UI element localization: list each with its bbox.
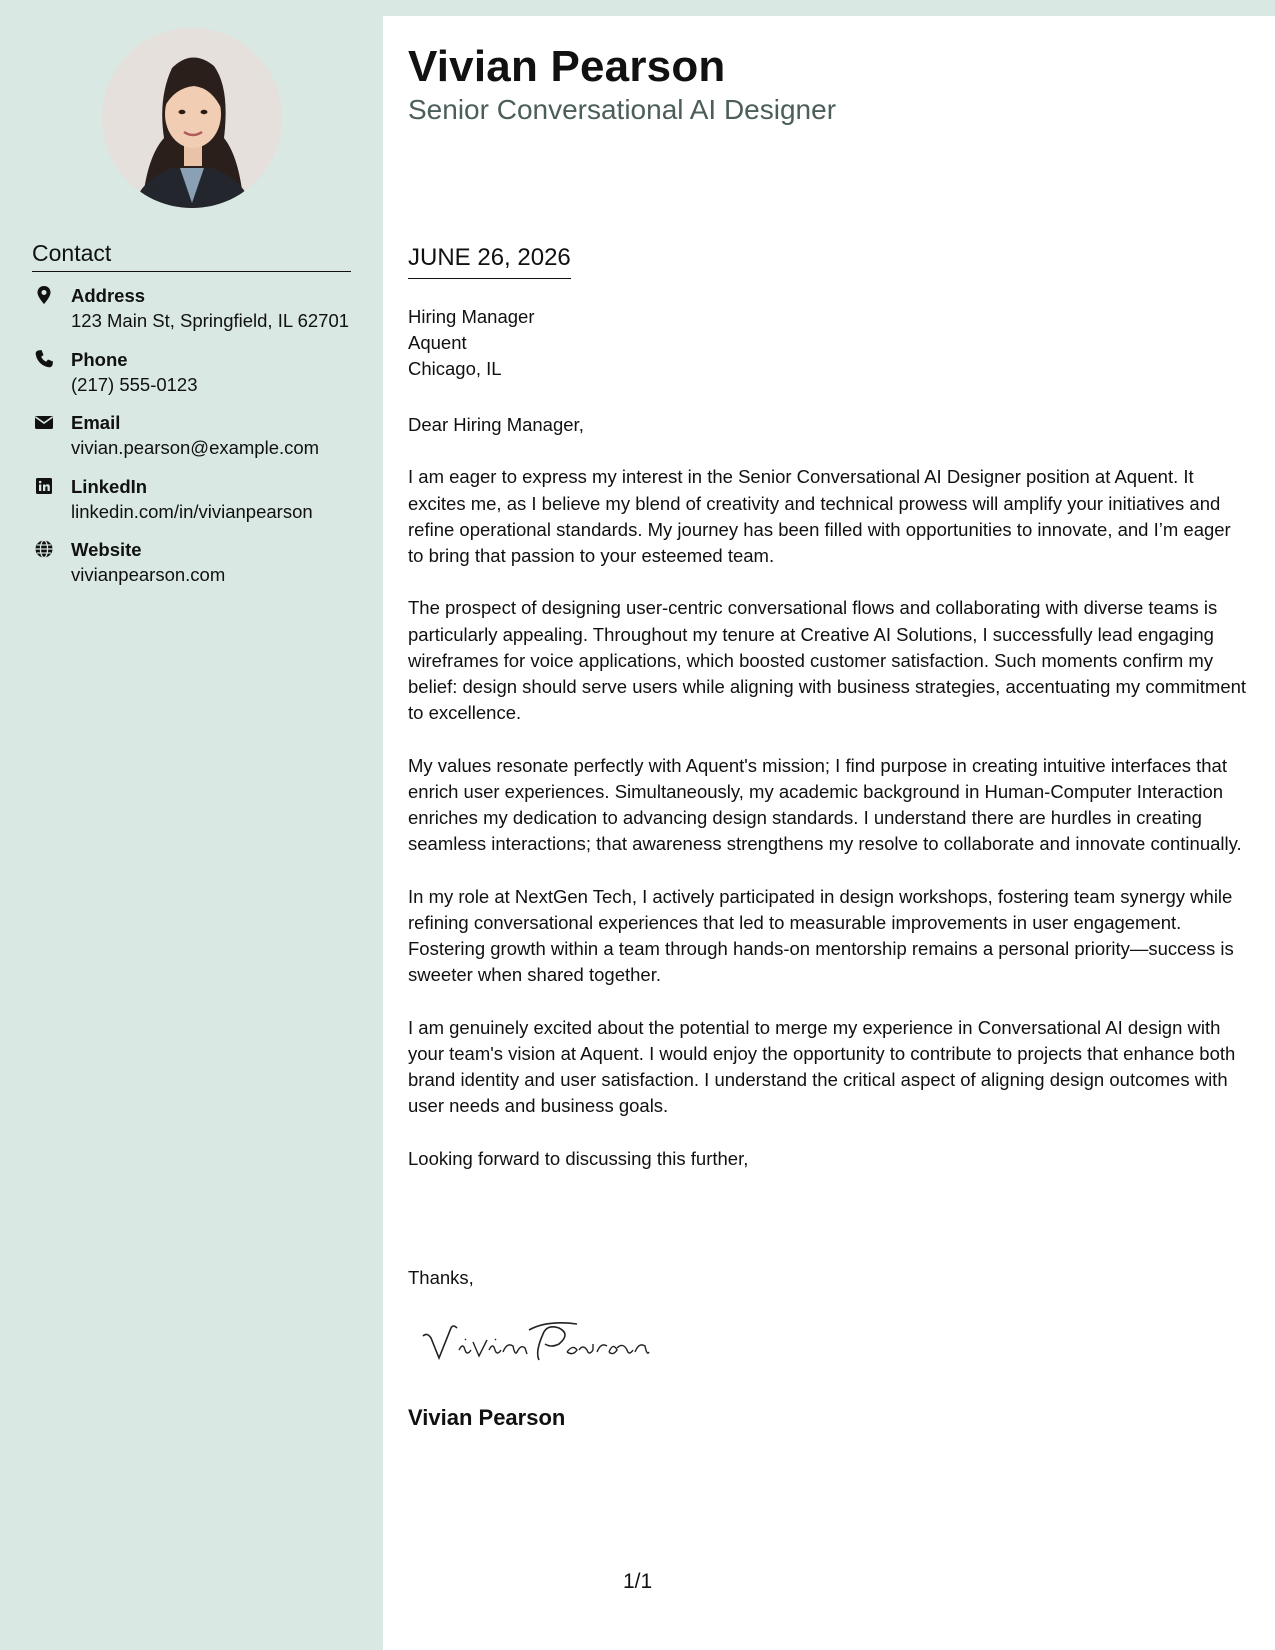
envelope-icon: [34, 412, 54, 432]
contact-list: [32, 285, 362, 603]
contact-item-website: [32, 539, 362, 603]
phone-label: Phone: [71, 348, 128, 370]
email-value: vivian.pearson@example.com: [71, 437, 320, 458]
contact-item-phone: [32, 349, 362, 413]
map-pin-icon: [34, 285, 54, 305]
sidebar: [0, 0, 383, 1650]
recipient-company: Aquent: [408, 332, 467, 353]
applicant-title: Senior Conversational AI Designer: [408, 94, 837, 125]
globe-icon: [34, 539, 54, 559]
portrait-image: [102, 28, 282, 208]
applicant-name: Vivian Pearson: [408, 42, 726, 91]
contact-item-email: [32, 412, 362, 476]
phone-value: (217) 555-0123: [71, 373, 198, 395]
website-value: vivianpearson.com: [71, 564, 226, 585]
linkedin-label: LinkedIn: [71, 475, 148, 497]
address-label: Address: [71, 285, 146, 306]
signed-name: Vivian Pearson: [408, 1405, 566, 1430]
contact-heading: Contact: [32, 240, 351, 272]
body-paragraph: I am genuinely excited about the potential to merge my experience in Conversational AI design with your team's vision at Aquent. I would enjoy the opportunity to contribute to projects that enhance both brand identity and user satisfaction. I understand the critical aspect of aligning design outcomes with user needs and business goals.: [408, 1016, 1236, 1117]
profile-photo: [102, 28, 282, 208]
contact-item-address: [32, 285, 362, 349]
recipient-block: [408, 304, 534, 382]
phone-icon: [34, 349, 54, 369]
body-paragraph: The prospect of designing user-centric conversational flows and collaborating with diverse teams is particularly appealing. Throughout my tenure at Creative AI Solutions, I successfully lead engaging wireframes for voice applications, which boosted customer satisfaction. Such moments confirm my belief: design should serve users while aligning with business strategies, accentuating my commitment to excellence.: [408, 597, 1247, 724]
contact-item-linkedin: [32, 476, 362, 540]
closing: Thanks,: [408, 1267, 474, 1288]
email-label: Email: [71, 412, 121, 433]
linkedin-icon: [34, 476, 54, 496]
body-paragraph: In my role at NextGen Tech, I actively participated in design workshops, fostering team synergy while refining conversational experiences that led to measurable improvements in user engagement. Fostering growth within a team through hands-on mentorship remains a personal priority—success is sweeter when shared together.: [408, 885, 1234, 986]
letter-date: JUNE 26, 2026: [408, 244, 571, 279]
handwritten-signature: [417, 1312, 677, 1372]
website-label: Website: [71, 539, 142, 560]
linkedin-value: linkedin.com/in/vivianpearson: [71, 500, 313, 522]
letter-body: [408, 412, 1248, 1198]
page-number: 1/1: [623, 1570, 653, 1593]
address-value: 123 Main St, Springfield, IL 62701: [71, 310, 350, 331]
body-paragraph: My values resonate perfectly with Aquent's mission; I find purpose in creating intuitive interfaces that enrich user experiences. Simultaneously, my academic background in Human-Computer Interaction enriches my dedication to advancing design standards. I understand there are hurdles in creating seamless interactions; that awareness strengthens my resolve to collaborate and innovate continually.: [408, 754, 1242, 855]
recipient-location: Chicago, IL: [408, 358, 502, 379]
recipient-name: Hiring Manager: [408, 306, 535, 327]
salutation: Dear Hiring Manager,: [408, 414, 584, 435]
closing-line: Looking forward to discussing this further,: [408, 1147, 749, 1169]
letter-page: [383, 16, 1275, 1650]
body-paragraph: I am eager to express my interest in the Senior Conversational AI Designer position at Aquent. It excites me, as I believe my blend of creativity and technical prowess will amplify your initiatives and refine operational standards. My journey has been filled with opportunities to innovate, and I’m eager to bring that passion to your esteemed team.: [408, 466, 1231, 566]
